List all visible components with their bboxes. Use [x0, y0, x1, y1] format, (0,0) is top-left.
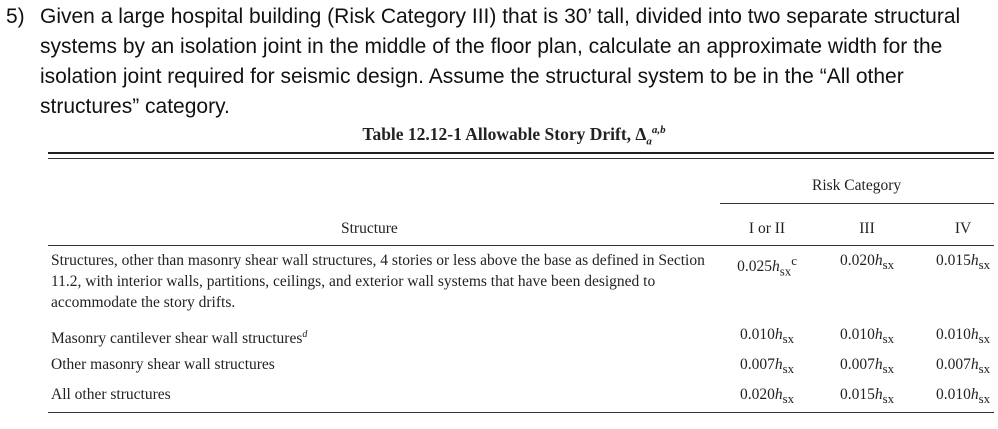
header-bottom-rule — [48, 245, 994, 246]
table-row-value-cat-4: $0.015h_{sx}$ — [935, 252, 991, 273]
table-title-text: Table 12.12-1 Allowable Story Drift, Δ — [362, 124, 647, 144]
header-category-3: III — [859, 220, 875, 237]
table-row-value-cat-1-2: $0.007h_{sx}$ — [739, 356, 795, 377]
table-row-value-cat-4: $0.010h_{sx}$ — [935, 326, 991, 347]
table-row-value-cat-1-2: $0.025h_{sx}^c$ — [737, 253, 797, 279]
table-row-structure: Other masonry shear wall structures — [51, 356, 275, 373]
risk-category-underline — [720, 203, 994, 204]
question-number: 5) — [6, 5, 25, 28]
table-row-value-cat-4: $0.007h_{sx}$ — [935, 356, 991, 377]
table-row-value-cat-3: $0.020h_{sx}$ — [839, 252, 895, 273]
table-title — [0, 124, 998, 148]
table-row-structure: All other structures — [51, 386, 171, 403]
table-row-value-cat-1-2: $0.020h_{sx}$ — [739, 386, 795, 407]
header-category-1-2: I or II — [748, 220, 786, 237]
table-top-rule-2 — [48, 158, 994, 159]
question-text: Given a large hospital building (Risk Category III) that is 30’ tall, divided into two separate structural systems by an isolation joint in the middle of the floor plan, calculate an approximate width for the isolation joint required for seismic design. Assume the structural system to be in the “All other structures” category. — [40, 5, 961, 118]
question-block — [6, 2, 991, 122]
table-row-value-cat-1-2: $0.010h_{sx}$ — [739, 326, 795, 347]
header-risk-category: Risk Category — [812, 177, 902, 194]
table-row-value-cat-4: $0.010h_{sx}$ — [935, 386, 991, 407]
table-row-value-cat-3: $0.010h_{sx}$ — [839, 326, 895, 347]
table-title-superscript: a,b — [651, 124, 666, 137]
table-title-subscript: a — [646, 135, 652, 148]
header-category-4: IV — [954, 220, 972, 237]
header-structure: Structure — [341, 220, 398, 237]
table-row-structure: Masonry cantilever shear wall structures$^d$ — [51, 329, 308, 348]
table-row-value-cat-3: $0.015h_{sx}$ — [839, 386, 895, 407]
table-bottom-rule — [48, 412, 994, 413]
table-top-rule — [48, 152, 994, 154]
table-row-value-cat-3: $0.007h_{sx}$ — [839, 356, 895, 377]
table-row-structure: Structures, other than masonry shear wall structures, 4 stories or less above the base as defined in Section 11.2, with interior walls, partitions, ceilings, and exterior wall systems that have been designed to accommodate the story drifts. — [51, 252, 705, 311]
